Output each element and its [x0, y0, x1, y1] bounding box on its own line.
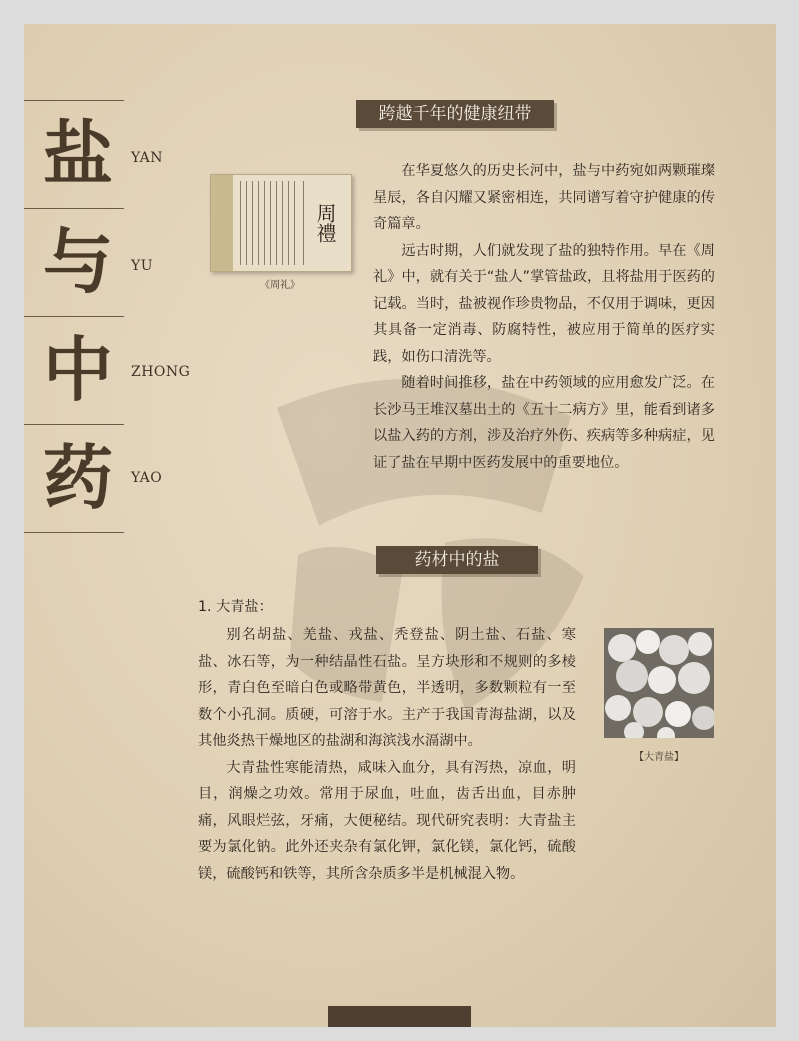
section-heading: 跨越千年的健康纽带: [356, 100, 554, 128]
book-title: 周禮: [303, 181, 346, 265]
title-pinyin-yan: YAN: [131, 150, 164, 166]
title-char-zhong: 中: [43, 328, 113, 411]
title-rule: [24, 532, 124, 533]
title-rule: [24, 424, 124, 425]
paragraph: 随着时间推移，盐在中药领域的应用愈发广泛。在长沙马王堆汉墓出土的《五十二病方》里，能看到诸多以盐入药的方剂，涉及治疗外伤、疾病等多种病症，见证了盐在早期中医药发展中的重要地位。: [373, 375, 715, 471]
document-page: [24, 24, 776, 1027]
title-rule: [24, 316, 124, 317]
title-pinyin-yao: YAO: [131, 470, 163, 486]
title-char-yao: 药: [43, 436, 113, 519]
paragraph: 在华夏悠久的历史长河中，盐与中药宛如两颗璀璨星辰，各自闪耀又紧密相连，共同谱写着守护健康的传奇篇章。: [373, 163, 715, 232]
salt-crystal-image: [604, 628, 714, 738]
paragraph: 大青盐性寒能清热，咸味入血分，具有泻热，凉血，明目，润燥之功效。常用于尿血，吐血，齿舌出血，目赤肿痛，风眼烂弦，牙痛，大便秘结。现代研究表明：大青盐主要为氯化钠。此外还夹杂有氯化钾，氯化镁，氯化钙，硫酸镁，硫酸钙和铁等，其所含杂质多半是机械混入物。: [198, 759, 576, 882]
salt-caption: 【大青盐】: [634, 752, 684, 763]
title-rule: [24, 208, 124, 209]
title-pinyin-yu: YU: [131, 258, 154, 274]
title-rule: [24, 100, 124, 101]
title-char-yan: 盐: [43, 112, 113, 195]
section1-body: [373, 158, 715, 476]
paragraph: 远古时期，人们就发现了盐的独特作用。早在《周礼》中，就有关于“盐人”掌管盐政，且将盐用于医药的记载。当时，盐被视作珍贵物品，不仅用于调味，更因其具备一定消毒、防腐特性，被应用于简单的医疗实践，如伤口清洗等。: [373, 242, 715, 365]
section2-body: [198, 622, 576, 887]
item-title: 1. 大青盐：: [198, 599, 273, 615]
footer-bar: [328, 1006, 471, 1027]
title-pinyin-zhong: ZHONG: [131, 364, 191, 380]
paragraph: 别名胡盐、羌盐、戎盐、秃登盐、阴土盐、石盐、寒盐、冰石等，为一种结晶性石盐。呈方块形和不规则的多棱形，青白色至暗白色或略带黄色，半透明，多数颗粒有一至数个小孔洞。质硬，可溶于水。主产于我国青海盐湖，以及其他炎热干燥地区的盐湖和海滨浅水滆湖中。: [198, 627, 576, 749]
book-caption: 《周礼》: [260, 280, 300, 291]
section-heading: 药材中的盐: [376, 546, 538, 574]
zhouli-book-image: [210, 174, 352, 272]
title-char-yu: 与: [43, 220, 113, 303]
